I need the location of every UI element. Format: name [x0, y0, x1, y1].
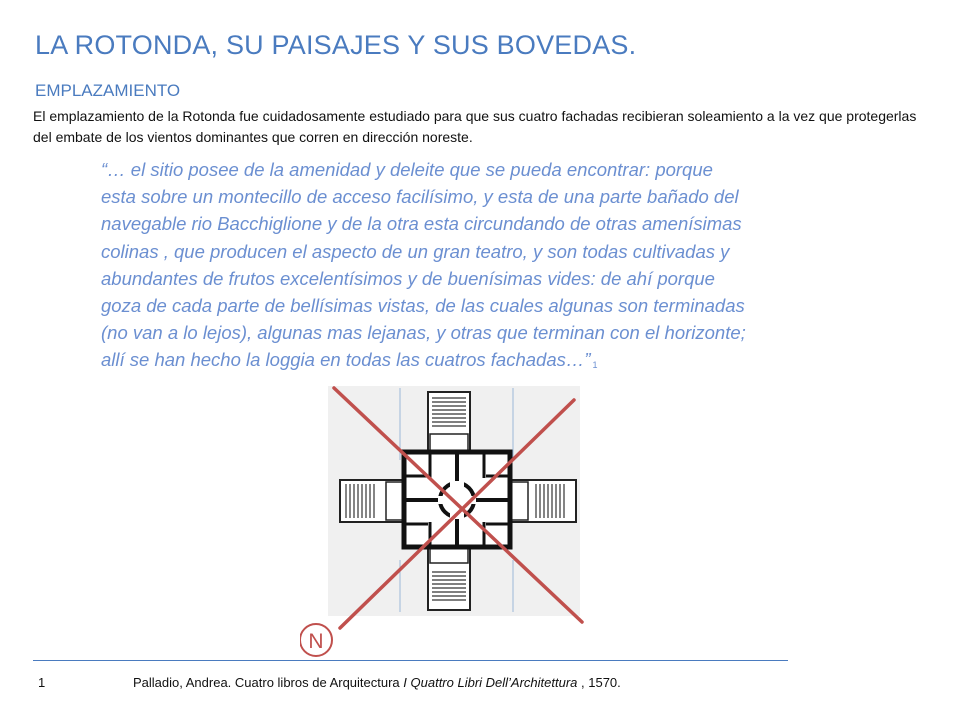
portico-north — [428, 392, 470, 452]
footnote-text: Palladio, Andrea. Cuatro libros de Arquitectura I Quattro Libri Dell’Architettura , 1570. — [133, 675, 621, 690]
north-label: N — [308, 630, 324, 653]
footnote-divider — [33, 660, 788, 661]
footnote-number: 1 — [38, 675, 46, 690]
quote-text: “… el sitio posee de la amenidad y deleite que se pueda encontrar: porque esta sobre un montecillo de acceso facilísimo, y esta de una parte bañado del navegable rio Bacchiglione y de la otra esta circundando de otras amenísimas colinas , que producen el aspecto de un gran teatro, y son todas cultivadas y abundantes de frutos excelentísimos y de buenísimas vides: de ahí porque goza de cada parte de bellísimas vistas, de las cuales algunas son terminadas (no van a lo lejos), algunas mas lejanas, y otras que terminan con el horizonte; allí se han hecho la loggia en todas las cuatros fachadas…” — [101, 159, 746, 371]
palladio-quote — [101, 156, 891, 378]
portico-west — [340, 480, 406, 522]
portico-east — [508, 480, 576, 522]
portico-south — [428, 545, 470, 610]
footnote-reference: 1 — [592, 360, 598, 371]
central-block — [404, 452, 510, 547]
page-title: LA ROTONDA, SU PAISAJES Y SUS BOVEDAS. — [35, 30, 637, 60]
section-subtitle: EMPLAZAMIENTO — [35, 81, 181, 100]
rotonda-floor-plan — [300, 380, 600, 663]
book-title: I Quattro Libri Dell’Architettura — [403, 675, 578, 690]
intro-paragraph: El emplazamiento de la Rotonda fue cuidadosamente estudiado para que sus cuatro fachadas recibieran soleamiento a la vez que protegerlas del embate de los vientos dominantes que corren en dirección noreste. — [33, 108, 917, 145]
